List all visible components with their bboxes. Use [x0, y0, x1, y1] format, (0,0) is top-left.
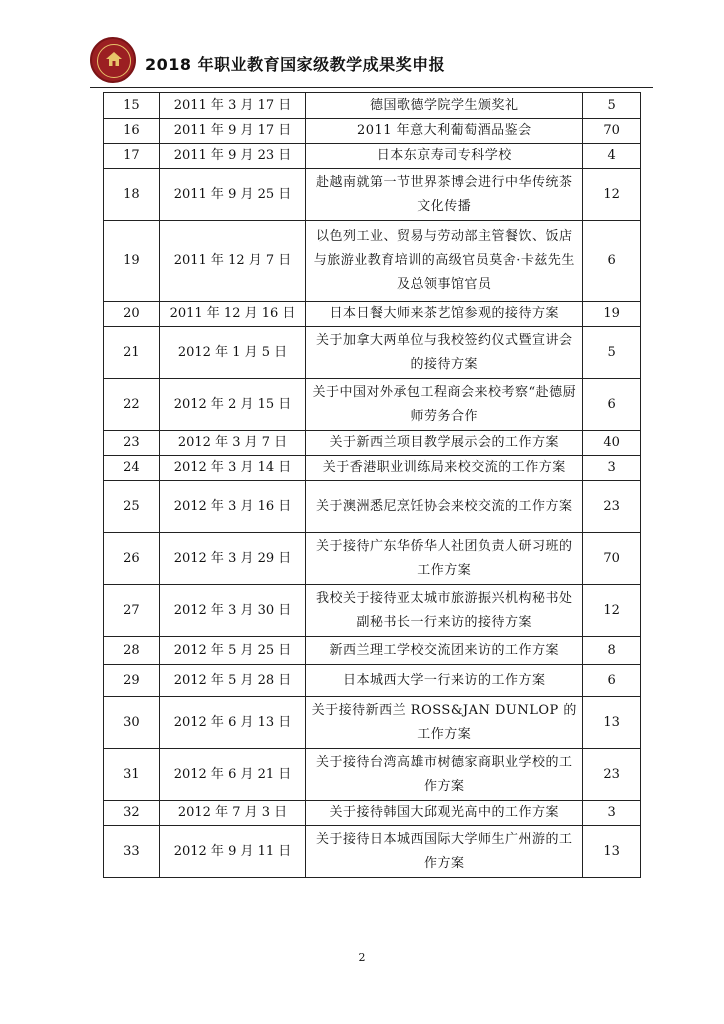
table-row: [104, 379, 641, 431]
school-seal-logo: [90, 37, 136, 83]
table-body: [104, 93, 641, 878]
row-count: 6: [583, 665, 641, 697]
row-title: 关于中国对外承包工程商会来校考察“赴德厨师劳务合作: [306, 379, 583, 431]
row-date: 2012 年 6 月 13 日: [159, 697, 306, 749]
table-row: [104, 302, 641, 327]
row-number: 27: [104, 585, 160, 637]
row-number: 21: [104, 327, 160, 379]
row-date: 2012 年 3 月 29 日: [159, 533, 306, 585]
row-count: 5: [583, 327, 641, 379]
row-number: 22: [104, 379, 160, 431]
row-title: 关于香港职业训练局来校交流的工作方案: [306, 456, 583, 481]
row-count: 5: [583, 93, 641, 119]
table-row: [104, 697, 641, 749]
row-date: 2011 年 12 月 16 日: [159, 302, 306, 327]
row-number: 23: [104, 431, 160, 456]
row-title: 关于加拿大两单位与我校签约仪式暨宣讲会的接待方案: [306, 327, 583, 379]
row-count: 12: [583, 585, 641, 637]
row-title: 日本日餐大师来茶艺馆参观的接待方案: [306, 302, 583, 327]
row-date: 2012 年 1 月 5 日: [159, 327, 306, 379]
row-title: 日本城西大学一行来访的工作方案: [306, 665, 583, 697]
header-divider: [90, 87, 653, 88]
row-date: 2011 年 12 月 7 日: [159, 221, 306, 302]
row-number: 32: [104, 801, 160, 826]
table-row: [104, 801, 641, 826]
row-number: 18: [104, 169, 160, 221]
row-date: 2012 年 3 月 7 日: [159, 431, 306, 456]
row-date: 2011 年 9 月 17 日: [159, 119, 306, 144]
row-title: 德国歌德学院学生颁奖礼: [306, 93, 583, 119]
row-number: 19: [104, 221, 160, 302]
row-date: 2012 年 3 月 16 日: [159, 481, 306, 533]
table-row: [104, 637, 641, 665]
row-date: 2012 年 3 月 14 日: [159, 456, 306, 481]
table-row: [104, 93, 641, 119]
row-number: 33: [104, 826, 160, 878]
row-title: 赴越南就第一节世界茶博会进行中华传统茶文化传播: [306, 169, 583, 221]
row-count: 13: [583, 826, 641, 878]
row-number: 29: [104, 665, 160, 697]
row-count: 70: [583, 533, 641, 585]
table-row: [104, 144, 641, 169]
page-number: 2: [358, 951, 366, 964]
row-title: 新西兰理工学校交流团来访的工作方案: [306, 637, 583, 665]
row-count: 3: [583, 456, 641, 481]
row-title: 关于澳洲悉尼烹饪协会来校交流的工作方案: [306, 481, 583, 533]
row-count: 6: [583, 221, 641, 302]
row-number: 15: [104, 93, 160, 119]
row-title: 以色列工业、贸易与劳动部主管餐饮、饭店与旅游业教育培训的高级官员莫舍·卡兹先生及总领事馆官员: [306, 221, 583, 302]
row-date: 2011 年 3 月 17 日: [159, 93, 306, 119]
row-date: 2011 年 9 月 25 日: [159, 169, 306, 221]
row-number: 20: [104, 302, 160, 327]
table-row: [104, 481, 641, 533]
row-title: 关于接待台湾高雄市树德家商职业学校的工作方案: [306, 749, 583, 801]
row-count: 8: [583, 637, 641, 665]
row-date: 2012 年 5 月 25 日: [159, 637, 306, 665]
row-number: 17: [104, 144, 160, 169]
row-number: 24: [104, 456, 160, 481]
row-number: 26: [104, 533, 160, 585]
row-number: 30: [104, 697, 160, 749]
table-row: [104, 826, 641, 878]
row-count: 23: [583, 481, 641, 533]
row-date: 2012 年 3 月 30 日: [159, 585, 306, 637]
table-row: [104, 533, 641, 585]
row-count: 70: [583, 119, 641, 144]
row-count: 4: [583, 144, 641, 169]
table-row: [104, 119, 641, 144]
row-count: 40: [583, 431, 641, 456]
row-count: 13: [583, 697, 641, 749]
table-row: [104, 749, 641, 801]
row-count: 6: [583, 379, 641, 431]
document-header-title: 2018 年职业教育国家级教学成果奖申报: [145, 55, 446, 74]
table-row: [104, 585, 641, 637]
row-title: 关于新西兰项目教学展示会的工作方案: [306, 431, 583, 456]
row-title: 关于接待韩国大邱观光高中的工作方案: [306, 801, 583, 826]
row-title: 2011 年意大利葡萄酒品鉴会: [306, 119, 583, 144]
table-row: [104, 456, 641, 481]
row-title: 日本东京寿司专科学校: [306, 144, 583, 169]
row-title: 我校关于接待亚太城市旅游振兴机构秘书处副秘书长一行来访的接待方案: [306, 585, 583, 637]
page-header: [0, 0, 724, 96]
row-date: 2011 年 9 月 23 日: [159, 144, 306, 169]
row-number: 25: [104, 481, 160, 533]
exchange-records-table: [103, 92, 641, 878]
table-row: [104, 221, 641, 302]
table-row: [104, 431, 641, 456]
row-number: 31: [104, 749, 160, 801]
row-number: 28: [104, 637, 160, 665]
row-date: 2012 年 5 月 28 日: [159, 665, 306, 697]
row-count: 23: [583, 749, 641, 801]
row-title: 关于接待新西兰 ROSS&JAN DUNLOP 的工作方案: [306, 697, 583, 749]
row-date: 2012 年 2 月 15 日: [159, 379, 306, 431]
row-count: 12: [583, 169, 641, 221]
row-date: 2012 年 6 月 21 日: [159, 749, 306, 801]
row-count: 3: [583, 801, 641, 826]
row-count: 19: [583, 302, 641, 327]
table-row: [104, 169, 641, 221]
row-title: 关于接待广东华侨华人社团负责人研习班的工作方案: [306, 533, 583, 585]
row-title: 关于接待日本城西国际大学师生广州游的工作方案: [306, 826, 583, 878]
table-row: [104, 665, 641, 697]
row-date: 2012 年 7 月 3 日: [159, 801, 306, 826]
row-number: 16: [104, 119, 160, 144]
table-row: [104, 327, 641, 379]
row-date: 2012 年 9 月 11 日: [159, 826, 306, 878]
